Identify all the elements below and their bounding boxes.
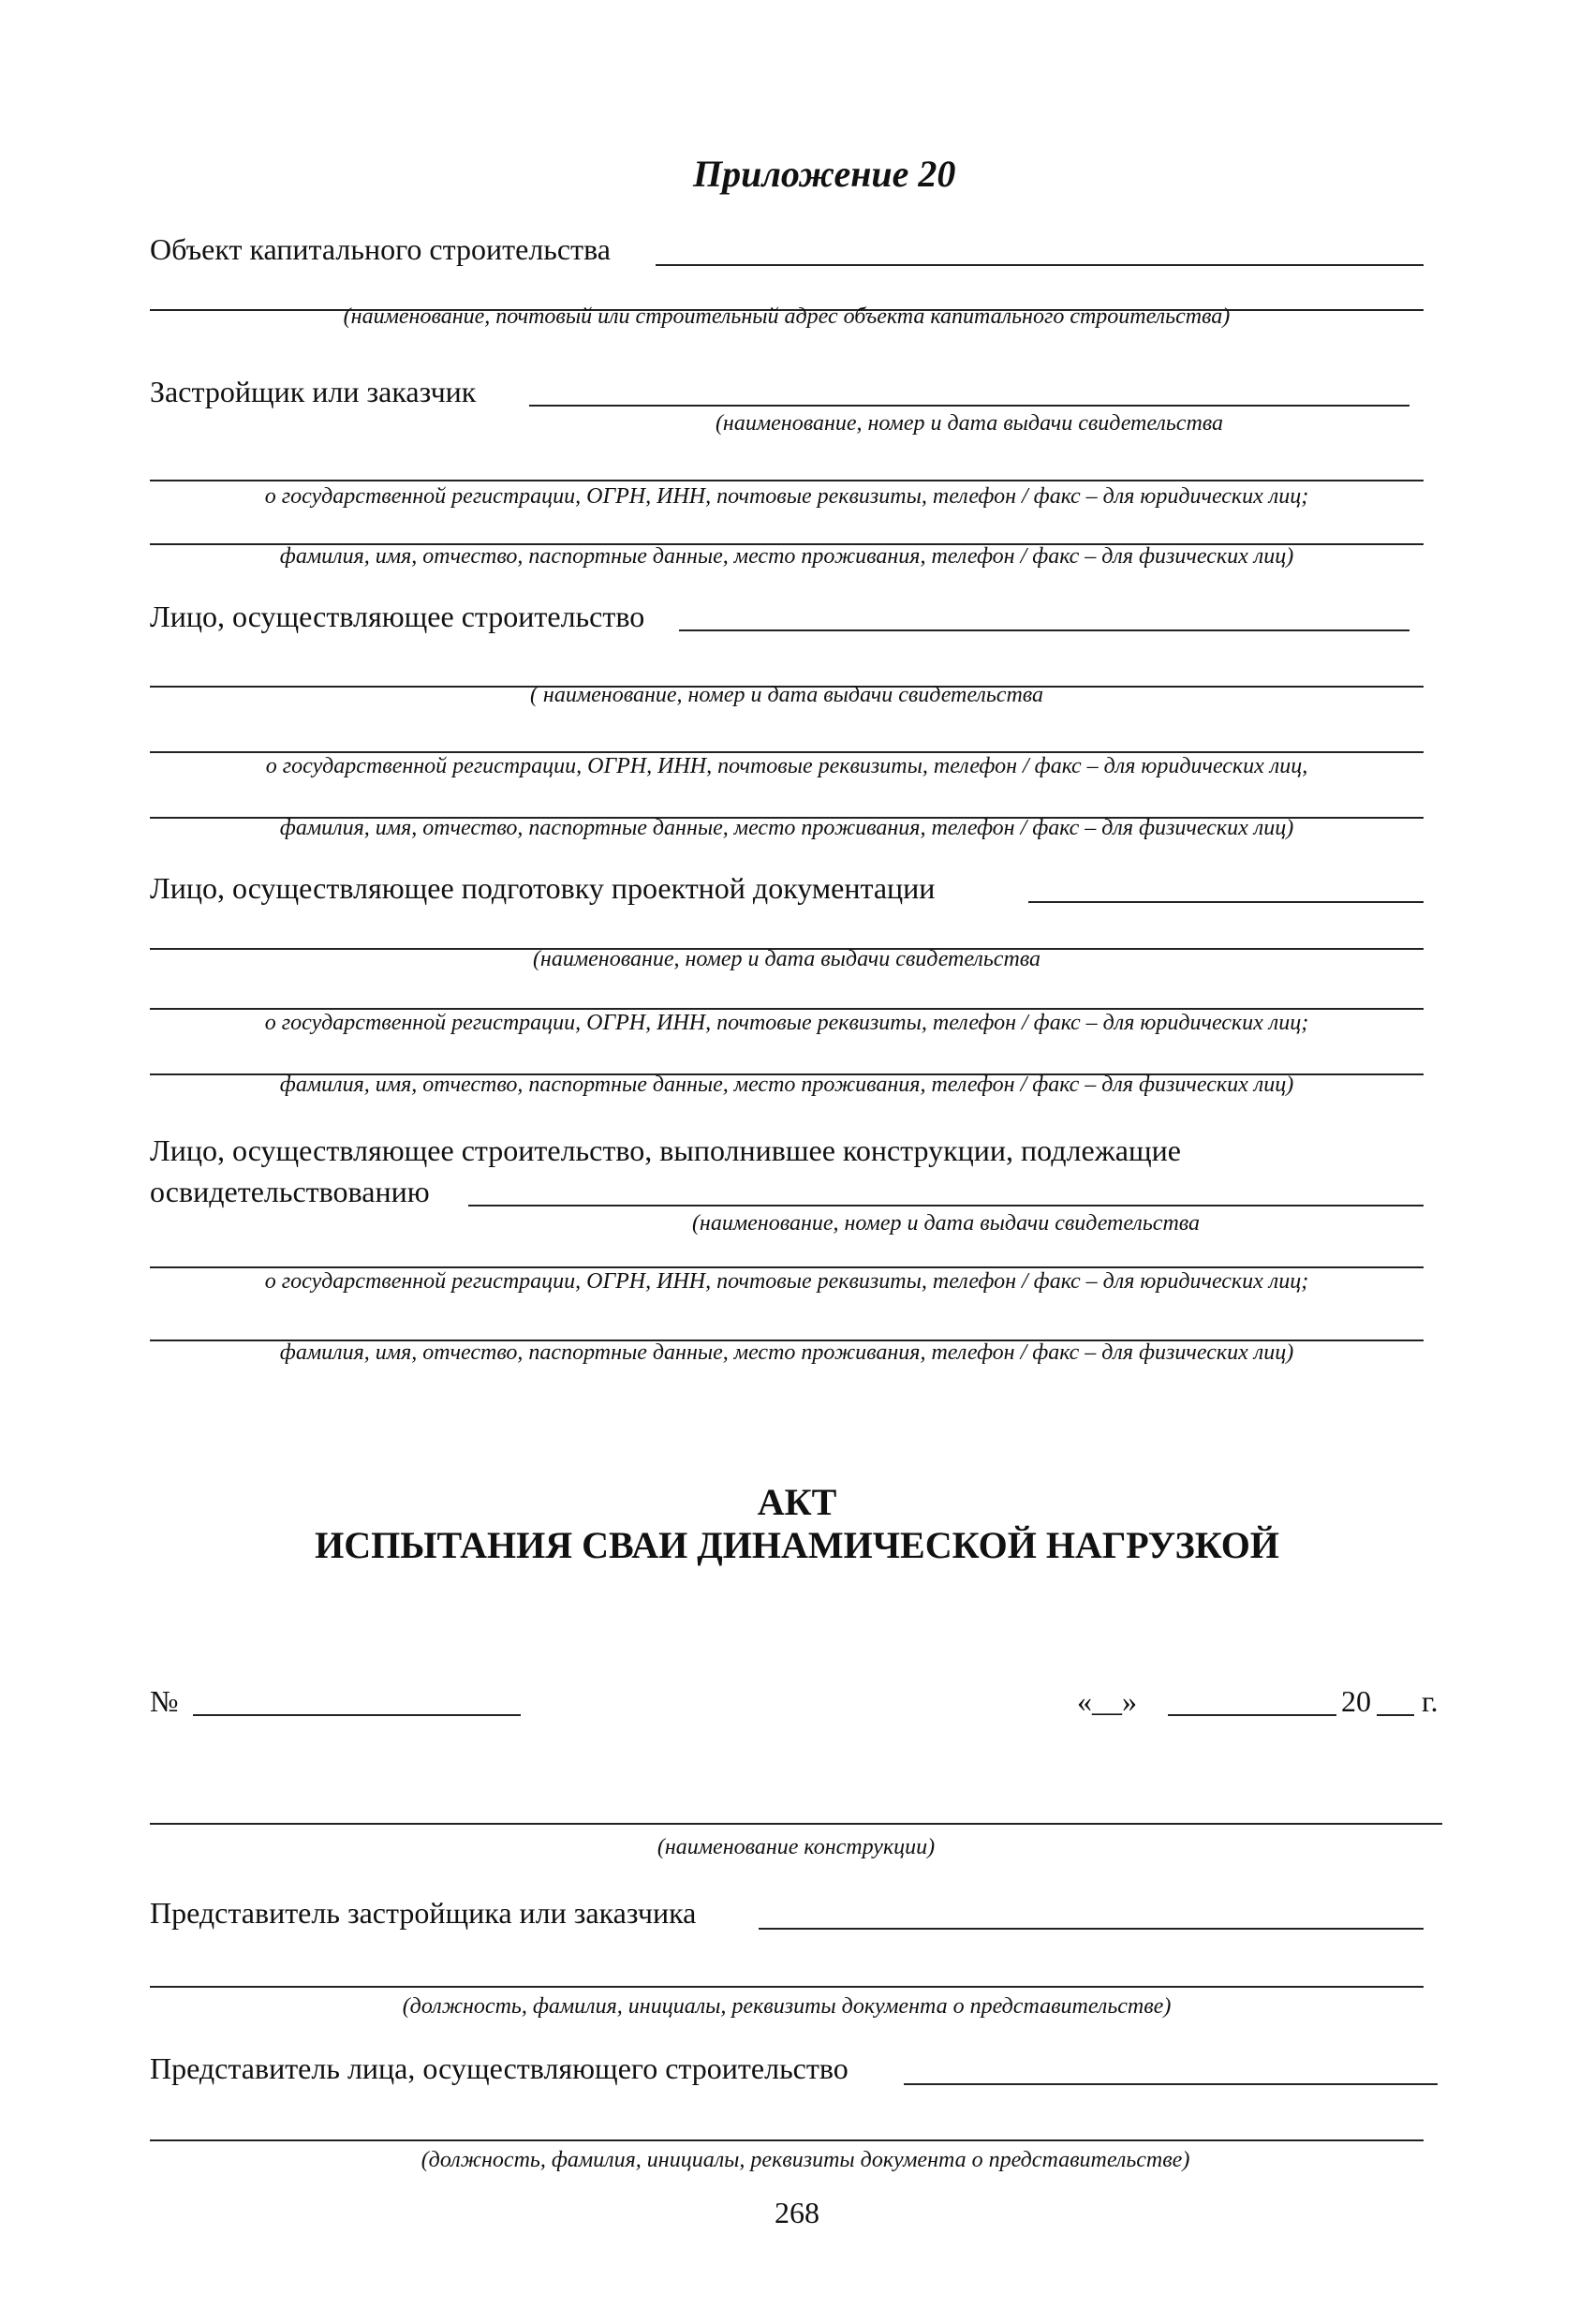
constructor-label-line1: Лицо, осуществляющее строительство, выполнившее конструкции, подлежащие bbox=[150, 1133, 1181, 1167]
designer-caption-1: (наименование, номер и дата выдачи свидетельства bbox=[532, 947, 1041, 971]
act-title-line1: АКТ bbox=[757, 1481, 837, 1523]
builder-caption-2: о государственной регистрации, ОГРН, ИНН, почтовые реквизиты, телефон / факс – для юридических лиц, bbox=[265, 754, 1308, 778]
developer-rep-label: Представитель застройщика или заказчика bbox=[150, 1896, 697, 1930]
date-year-input-line[interactable] bbox=[1377, 1714, 1414, 1716]
designer-caption-3: фамилия, имя, отчество, паспортные данные, место проживания, телефон / факс – для физических лиц) bbox=[279, 1073, 1294, 1097]
designer-caption-2: о государственной регистрации, ОГРН, ИНН, почтовые реквизиты, телефон / факс – для юридических лиц; bbox=[264, 1011, 1309, 1035]
developer-caption-3: фамилия, имя, отчество, паспортные данные, место проживания, телефон / факс – для физических лиц) bbox=[279, 544, 1294, 569]
designer-label: Лицо, осуществляющее подготовку проектной документации bbox=[150, 871, 936, 905]
date-year-prefix: 20 bbox=[1341, 1684, 1371, 1718]
builder-rep-input-line[interactable] bbox=[904, 2083, 1438, 2085]
constructor-caption-2: о государственной регистрации, ОГРН, ИНН, почтовые реквизиты, телефон / факс – для юридических лиц; bbox=[264, 1269, 1309, 1294]
builder-label: Лицо, осуществляющее строительство bbox=[150, 600, 645, 633]
builder-rep-label: Представитель лица, осуществляющего строительство bbox=[150, 2051, 849, 2085]
developer-label: Застройщик или заказчик bbox=[150, 375, 477, 408]
date-day-quote[interactable]: «__» bbox=[1077, 1684, 1137, 1718]
developer-caption-2: о государственной регистрации, ОГРН, ИНН, почтовые реквизиты, телефон / факс – для юридических лиц; bbox=[264, 484, 1309, 509]
designer-input-line-3[interactable] bbox=[150, 1008, 1424, 1010]
date-year-suffix: г. bbox=[1422, 1684, 1439, 1718]
act-number-input-line[interactable] bbox=[193, 1714, 521, 1716]
designer-input-line[interactable] bbox=[1028, 901, 1424, 903]
object-label: Объект капитального строительства bbox=[150, 232, 611, 266]
developer-rep-input-line[interactable] bbox=[759, 1928, 1424, 1930]
page-number: 268 bbox=[775, 2196, 819, 2229]
builder-rep-input-line-2[interactable] bbox=[150, 2139, 1424, 2141]
builder-caption-1: ( наименование, номер и дата выдачи свидетельства bbox=[529, 683, 1044, 707]
date-month-input-line[interactable] bbox=[1168, 1714, 1336, 1716]
constructor-caption-3: фамилия, имя, отчество, паспортные данные, место проживания, телефон / факс – для физических лиц) bbox=[279, 1340, 1294, 1365]
developer-input-line[interactable] bbox=[529, 405, 1410, 407]
developer-rep-input-line-2[interactable] bbox=[150, 1986, 1424, 1988]
object-caption: (наименование, почтовый или строительный адрес объекта капитального строительства) bbox=[343, 304, 1231, 329]
constructor-input-line-2[interactable] bbox=[150, 1266, 1424, 1268]
act-title-line2: ИСПЫТАНИЯ СВАИ ДИНАМИЧЕСКОЙ НАГРУЗКОЙ bbox=[315, 1524, 1279, 1566]
builder-input-line-3[interactable] bbox=[150, 751, 1424, 753]
builder-caption-3: фамилия, имя, отчество, паспортные данные, место проживания, телефон / факс – для физических лиц) bbox=[279, 816, 1294, 840]
number-sign: № bbox=[150, 1684, 179, 1718]
developer-input-line-2[interactable] bbox=[150, 480, 1424, 481]
structure-input-line[interactable] bbox=[150, 1823, 1442, 1825]
appendix-title: Приложение 20 bbox=[693, 153, 956, 195]
constructor-label-line2: освидетельствованию bbox=[150, 1175, 430, 1208]
builder-rep-caption: (должность, фамилия, инициалы, реквизиты документа о представительстве) bbox=[421, 2148, 1190, 2172]
builder-input-line[interactable] bbox=[679, 629, 1410, 631]
constructor-caption-1: (наименование, номер и дата выдачи свидетельства bbox=[691, 1211, 1201, 1236]
structure-caption: (наименование конструкции) bbox=[657, 1835, 936, 1859]
constructor-input-line[interactable] bbox=[468, 1205, 1424, 1206]
developer-caption-1: (наименование, номер и дата выдачи свидетельства bbox=[715, 411, 1224, 436]
object-input-line[interactable] bbox=[656, 264, 1424, 266]
developer-rep-caption: (должность, фамилия, инициалы, реквизиты документа о представительстве) bbox=[402, 1994, 1172, 2019]
